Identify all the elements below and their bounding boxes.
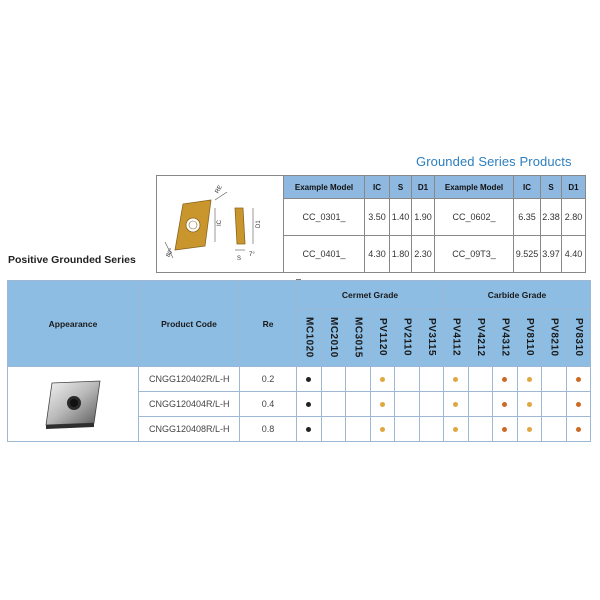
grade-header-pv4112 (444, 310, 469, 367)
example-cell: CC_0401_ (284, 236, 365, 273)
grade-header-pv8110 (517, 310, 542, 367)
grade-label: MC2010 (327, 316, 339, 358)
appearance-header: Appearance (8, 281, 139, 367)
grade-header-mc3015 (346, 310, 371, 367)
example-cell: 2.30 (412, 236, 435, 273)
grade-cell-pv2110 (395, 417, 420, 442)
grade-cell-mc1020 (297, 417, 322, 442)
ic-label: IC (217, 220, 223, 226)
grade-cell-pv4112 (444, 392, 469, 417)
grade-cell-pv4312 (493, 392, 518, 417)
availability-dot (502, 427, 507, 432)
table-row (8, 367, 591, 392)
grade-cell-mc3015 (346, 367, 371, 392)
grade-cell-pv4212 (468, 392, 493, 417)
re-cell: 0.4 (240, 392, 297, 417)
re-cell: 0.2 (240, 367, 297, 392)
availability-dot (502, 377, 507, 382)
availability-dot (527, 427, 532, 432)
grade-label: MC3015 (352, 316, 364, 358)
example-cell: CC_0602_ (435, 199, 514, 236)
grade-cell-pv8310 (566, 367, 591, 392)
example-cell: CC_09T3_ (435, 236, 514, 273)
availability-dot (453, 427, 458, 432)
grade-cell-pv4312 (493, 417, 518, 442)
insert-side-view (235, 208, 245, 244)
grade-cell-mc2010 (321, 367, 346, 392)
grade-header-pv3115 (419, 310, 444, 367)
ic-header: IC (365, 176, 390, 199)
availability-dot (576, 427, 581, 432)
grade-cell-pv8310 (566, 392, 591, 417)
grade-label: PV4312 (499, 317, 511, 357)
d1-header: D1 (562, 176, 586, 199)
re-cell: 0.8 (240, 417, 297, 442)
example-model-table (156, 175, 586, 273)
grade-cell-pv2110 (395, 367, 420, 392)
grade-cell-pv1120 (370, 417, 395, 442)
grade-cell-pv3115 (419, 417, 444, 442)
grade-cell-mc2010 (321, 417, 346, 442)
grade-cell-pv4312 (493, 367, 518, 392)
grade-header-pv2110 (395, 310, 420, 367)
re-label: RE (214, 184, 224, 195)
grade-cell-pv8310 (566, 417, 591, 442)
angle-label: 80° (165, 247, 176, 259)
grade-cell-mc1020 (297, 367, 322, 392)
grade-label: PV4212 (474, 317, 486, 357)
availability-dot (306, 377, 311, 382)
grade-cell-pv8210 (542, 367, 567, 392)
grade-cell-pv8110 (517, 367, 542, 392)
example-cell: 1.40 (390, 199, 412, 236)
grade-cell-pv4212 (468, 417, 493, 442)
grade-label: PV3115 (425, 317, 437, 357)
re-header: Re (240, 281, 297, 367)
s-header: S (390, 176, 412, 199)
grade-label: PV8110 (523, 317, 535, 357)
availability-dot (527, 377, 532, 382)
example-cell: 3.97 (541, 236, 562, 273)
grade-label: PV8310 (572, 317, 584, 357)
example-model-header: Example Model (435, 176, 514, 199)
grade-table (7, 280, 591, 442)
example-cell: 9.525 (514, 236, 541, 273)
grade-cell-pv4112 (444, 417, 469, 442)
grade-cell-mc1020 (297, 392, 322, 417)
example-cell: 3.50 (365, 199, 390, 236)
example-cell: 4.40 (562, 236, 586, 273)
grade-cell-pv4212 (468, 367, 493, 392)
grade-cell-pv2110 (395, 392, 420, 417)
product-code-cell: CNGG120404R/L-H (139, 392, 240, 417)
product-code-cell: CNGG120408R/L-H (139, 417, 240, 442)
grade-cell-pv8210 (542, 417, 567, 442)
grade-cell-pv1120 (370, 392, 395, 417)
availability-dot (380, 402, 385, 407)
availability-dot (380, 427, 385, 432)
product-code-header: Product Code (139, 281, 240, 367)
availability-dot (576, 377, 581, 382)
example-model-header: Example Model (284, 176, 365, 199)
availability-dot (380, 377, 385, 382)
grade-label: PV2110 (401, 317, 413, 357)
example-cell: CC_0301_ (284, 199, 365, 236)
availability-dot (306, 427, 311, 432)
s-label: S (237, 256, 242, 262)
insert-photo (38, 375, 108, 431)
grade-cell-pv8210 (542, 392, 567, 417)
grade-header-pv8210 (542, 310, 567, 367)
grade-cell-pv8110 (517, 417, 542, 442)
example-cell: 6.35 (514, 199, 541, 236)
insert-dimension-diagram (157, 176, 284, 273)
grade-cell-mc2010 (321, 392, 346, 417)
grade-cell-pv8110 (517, 392, 542, 417)
ic-header: IC (514, 176, 541, 199)
grade-cell-mc3015 (346, 417, 371, 442)
example-cell: 2.80 (562, 199, 586, 236)
grade-label: MC1020 (303, 316, 315, 358)
grade-label: PV1120 (376, 317, 388, 357)
insert-diagram-svg (157, 180, 283, 266)
grade-cell-pv4112 (444, 367, 469, 392)
grade-header-pv4312 (493, 310, 518, 367)
grade-cell-pv3115 (419, 367, 444, 392)
grade-label: PV4112 (450, 317, 462, 357)
availability-dot (502, 402, 507, 407)
carbide-grade-header: Carbide Grade (444, 281, 591, 310)
d1-header: D1 (412, 176, 435, 199)
grade-header-pv8310 (566, 310, 591, 367)
example-cell: 4.30 (365, 236, 390, 273)
example-cell: 1.90 (412, 199, 435, 236)
clearance-angle-label: 7° (249, 252, 255, 258)
grade-header-mc2010 (321, 310, 346, 367)
insert-appearance-image (8, 367, 139, 442)
grade-label: PV8210 (548, 317, 560, 357)
availability-dot (453, 377, 458, 382)
availability-dot (527, 402, 532, 407)
series-title: Grounded Series Products (416, 154, 572, 169)
s-header: S (541, 176, 562, 199)
example-cell: 1.80 (390, 236, 412, 273)
example-cell: 2.38 (541, 199, 562, 236)
availability-dot (576, 402, 581, 407)
d1-label: D1 (256, 220, 262, 228)
grade-cell-pv1120 (370, 367, 395, 392)
availability-dot (306, 402, 311, 407)
grade-cell-pv3115 (419, 392, 444, 417)
grade-cell-mc3015 (346, 392, 371, 417)
availability-dot (453, 402, 458, 407)
positive-grounded-series-title: Positive Grounded Series (8, 254, 136, 266)
cermet-grade-header: Cermet Grade (297, 281, 444, 310)
insert-hole (186, 218, 200, 232)
grade-header-pv1120 (370, 310, 395, 367)
product-code-cell: CNGG120402R/L-H (139, 367, 240, 392)
grade-header-pv4212 (468, 310, 493, 367)
grade-header-mc1020 (297, 310, 322, 367)
